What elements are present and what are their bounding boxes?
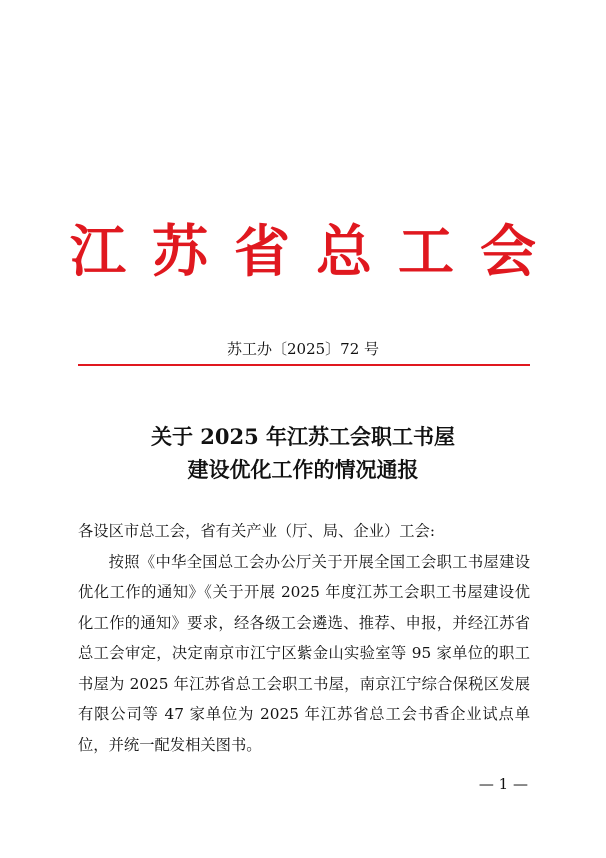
document-title-line-1: 关于 2025 年江苏工会职工书屋 [150, 424, 456, 449]
salutation: 各设区市总工会，省有关产业（厅、局、企业）工会: [78, 522, 435, 540]
body-paragraph: 按照《中华全国总工会办公厅关于开展全国工会职工书屋建设优化工作的通知》《关于开展 2025 年度江苏工会职工书屋建设优化工作的通知》要求，经各级工会遴选、推荐、申报，并经江苏省总工会审定，决定南京市江宁区紫金山实验室等 95 家单位的职工书屋为 2025 年江苏省总工会职工书屋，南京江宁综合保税区发展有限公司等 47 家单位为 2025 年江苏省总工会书香企业试点单位，并统一配发相关图书。 [78, 552, 530, 754]
page-number: — 1 — [478, 775, 528, 793]
document-title-line-2: 建设优化工作的情况通报 [187, 457, 419, 482]
document-body [78, 516, 530, 760]
issuing-organization-header: 江苏省总工会 [70, 219, 562, 285]
red-separator-line [78, 364, 530, 366]
document-number: 苏工办〔2025〕72 号 [226, 340, 380, 358]
document-title [0, 420, 606, 486]
